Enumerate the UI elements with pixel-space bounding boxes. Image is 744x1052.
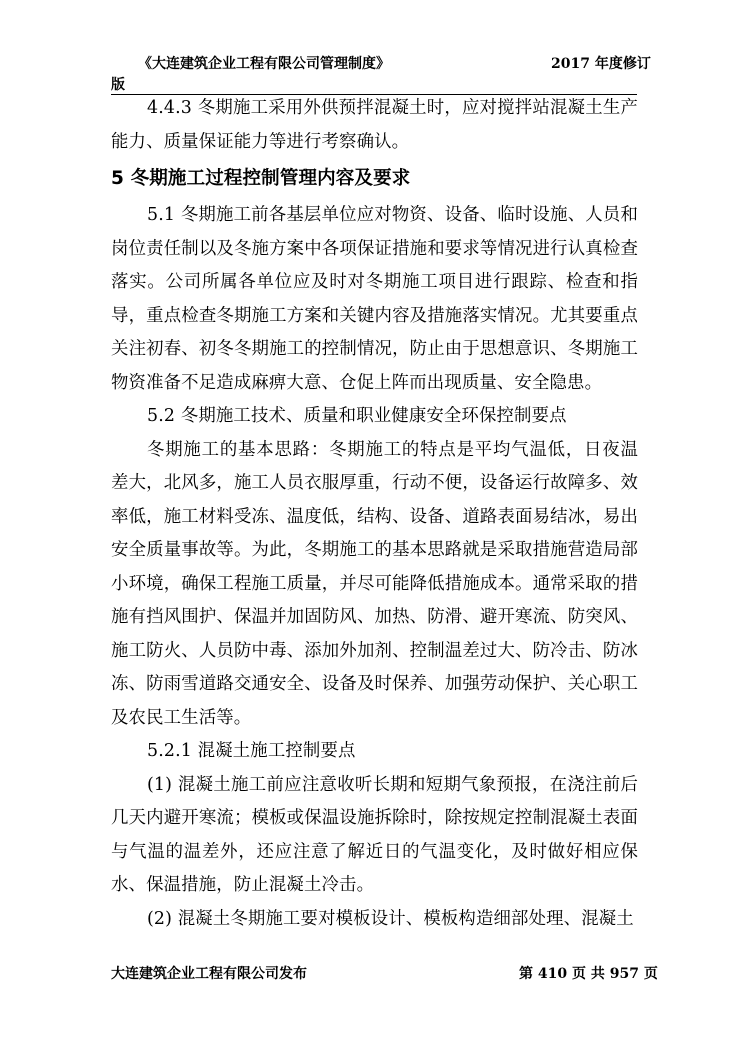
footer-page-number: 第 410 页 共 957 页: [519, 966, 658, 982]
header-wrap: 版: [111, 77, 125, 93]
paragraph-item-2: (2) 混凝土冬期施工要对模板设计、模板构造细部处理、混凝土: [147, 908, 634, 929]
header-year: 2017 年度修订: [551, 56, 651, 72]
paragraph-basic-approach: 冬期施工的基本思路：冬期施工的特点是平均气温低，日夜温差大，北风多，施工人员衣服厚重，行动不便，设备运行故障多、效率低，施工材料受冻、温度低，结构、设备、道路表面易结冰，易出安全质量事故等。为此，冬期施工的基本思路就是采取措施营造局部小环境，确保工程施工质量，并尽可能降低措施成本。通常采取的措施有挡风围护、保温并加固防风、加热、防滑、避开寒流、防突风、施工防火、人员防中毒、添加外加剂、控制温差过大、防冷击、防冰冻、防雨雪道路交通安全、设备及时保养、加强劳动保护、关心职工及农民工生活等。: [111, 439, 638, 728]
document-body: [111, 92, 638, 936]
paragraph-5-1: 5.1 冬期施工前各基层单位应对物资、设备、临时设施、人员和岗位责任制以及冬施方案中各项保证措施和要求等情况进行认真检查落实。公司所属各单位应及时对冬期施工项目进行跟踪、检查和指导，重点检查冬期施工方案和关键内容及措施落实情况。尤其要重点关注初春、初冬冬期施工的控制情况，防止由于思想意识、冬期施工物资准备不足造成麻痹大意、仓促上阵而出现质量、安全隐患。: [111, 205, 638, 393]
header-title: 《大连建筑企业工程有限公司管理制度》: [138, 56, 390, 72]
paragraph-item-1: (1) 混凝土施工前应注意收听长期和短期气象预报，在浇注前后几天内避开寒流；模板或保温设施拆除时，除按规定控制混凝土表面与气温的温差外，还应注意了解近日的气温变化，及时做好相应保水、保温措施，防止混凝土冷击。: [111, 774, 638, 895]
section-heading-5: 5 冬期施工过程控制管理内容及要求: [111, 168, 411, 189]
footer-publisher: 大连建筑企业工程有限公司发布: [111, 966, 307, 982]
paragraph-4-4-3: 4.4.3 冬期施工采用外供预拌混凝土时，应对搅拌站混凝土生产能力、质量保证能力等进行考察确认。: [111, 98, 638, 152]
heading-5-2: 5.2 冬期施工技术、质量和职业健康安全环保控制要点: [147, 406, 567, 426]
heading-5-2-1: 5.2.1 混凝土施工控制要点: [147, 741, 356, 761]
